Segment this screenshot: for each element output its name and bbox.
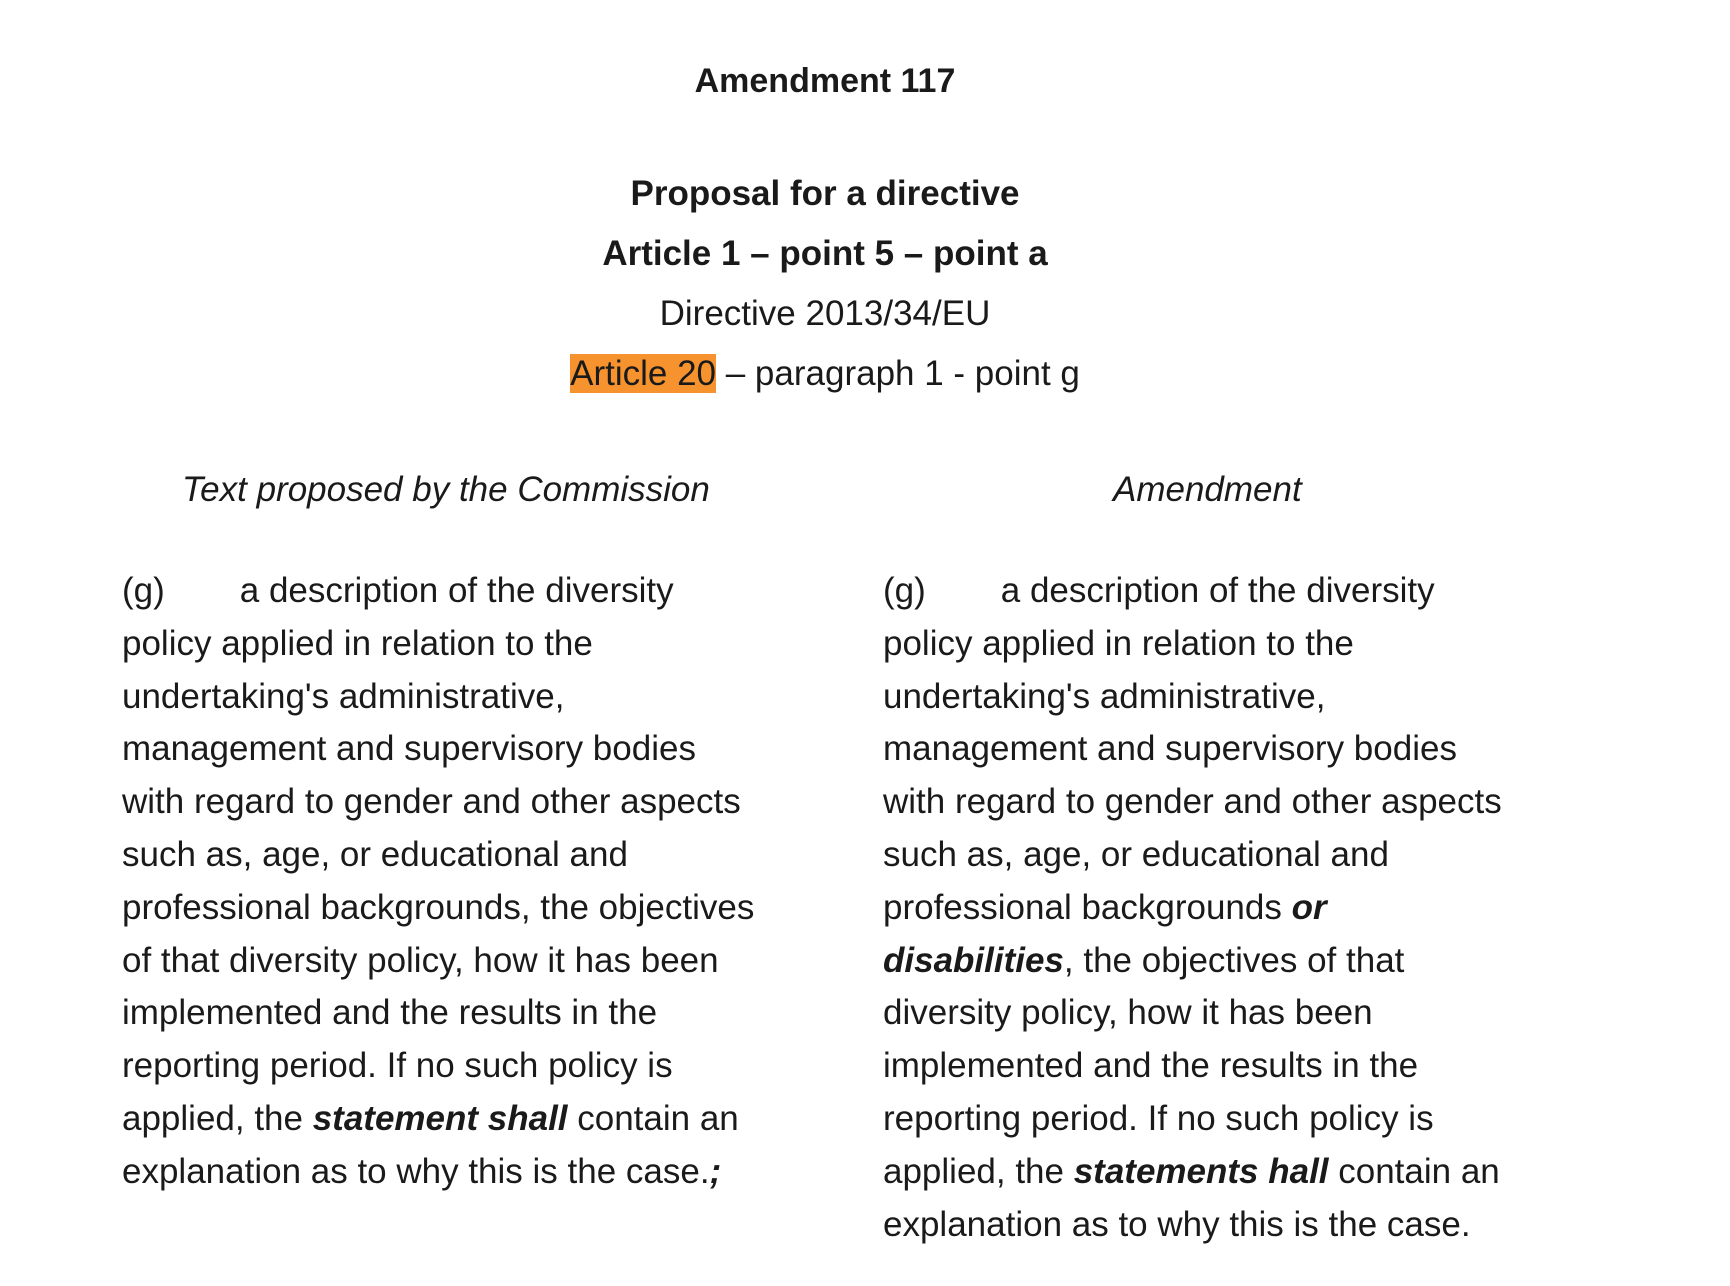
text-line: with regard to gender and other aspects	[122, 782, 741, 822]
changed-text: statements hall	[1073, 1151, 1329, 1191]
right-column-heading: Amendment	[1113, 470, 1302, 509]
text-line	[883, 882, 1603, 935]
article-reference-rest: – paragraph 1 - point g	[716, 354, 1080, 393]
text-line: reporting period. If no such policy is	[122, 1046, 673, 1086]
article-reference	[0, 354, 1650, 394]
text-line	[122, 565, 842, 618]
text-line: policy applied in relation to the	[122, 623, 593, 663]
text-fragment: professional backgrounds	[883, 887, 1292, 927]
text-line: explanation as to why this is the case.	[883, 1204, 1471, 1244]
proposal-title: Proposal for a directive	[630, 174, 1020, 213]
text-line: such as, age, or educational and	[122, 834, 628, 874]
text-line: with regard to gender and other aspects	[883, 782, 1502, 822]
text-line	[883, 565, 1603, 618]
text-line: implemented and the results in the	[122, 993, 658, 1033]
point-label: (g)	[883, 571, 926, 610]
text-line: such as, age, or educational and	[883, 834, 1389, 874]
amendment-text-column	[883, 565, 1603, 1251]
commission-text-column	[122, 565, 842, 1199]
point-label: (g)	[122, 571, 165, 610]
changed-text: statement shall	[312, 1098, 568, 1138]
text-line: management and supervisory bodies	[883, 729, 1457, 769]
text-fragment: applied, the	[883, 1151, 1074, 1191]
changed-text: ;	[709, 1151, 722, 1191]
text-line: management and supervisory bodies	[122, 729, 696, 769]
changed-text: disabilities	[883, 940, 1064, 980]
text-fragment: , the objectives of that	[1063, 940, 1405, 980]
text-line	[883, 935, 1603, 988]
text-line	[122, 1146, 842, 1199]
text-line: diversity policy, how it has been	[883, 993, 1373, 1033]
article-highlight: Article 20	[570, 354, 717, 393]
amendment-number: Amendment 117	[694, 62, 956, 100]
changed-text: or	[1291, 887, 1327, 927]
text-line: policy applied in relation to the	[883, 623, 1354, 663]
text-line	[122, 1093, 842, 1146]
directive-reference: Directive 2013/34/EU	[659, 294, 991, 333]
text-fragment: applied, the	[122, 1098, 313, 1138]
text-line	[883, 1146, 1603, 1199]
text-fragment: a description of the diversity	[239, 571, 674, 610]
text-line: undertaking's administrative,	[122, 676, 565, 716]
text-line: implemented and the results in the	[883, 1046, 1419, 1086]
text-fragment: contain an	[1328, 1151, 1500, 1191]
left-column-heading: Text proposed by the Commission	[182, 470, 710, 509]
text-line: reporting period. If no such policy is	[883, 1098, 1434, 1138]
article-point-title: Article 1 – point 5 – point a	[602, 234, 1048, 273]
text-fragment: contain an	[567, 1098, 739, 1138]
text-line: professional backgrounds, the objectives	[122, 887, 755, 927]
text-line: of that diversity policy, how it has been	[122, 940, 719, 980]
text-fragment: a description of the diversity	[1000, 571, 1435, 610]
text-fragment: explanation as to why this is the case.	[122, 1151, 710, 1191]
text-line: undertaking's administrative,	[883, 676, 1326, 716]
